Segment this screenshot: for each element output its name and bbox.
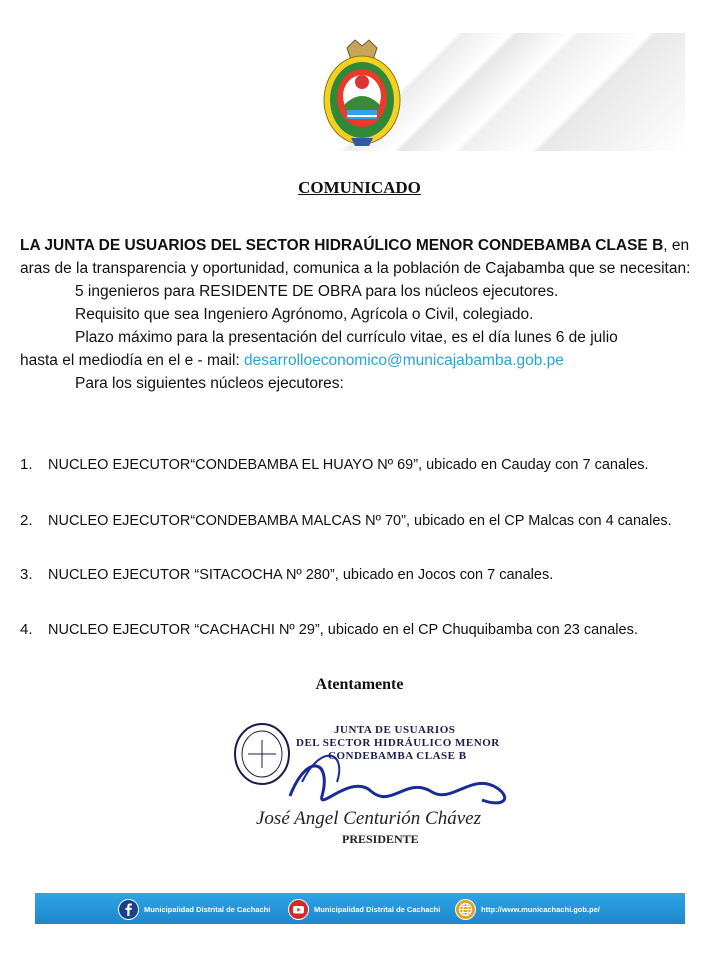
nucleo-detail: , ubicado en Cauday con 7 canales. — [418, 457, 649, 473]
nucleo-prefix: NUCLEO EJECUTOR — [48, 457, 191, 473]
nucleo-name: “CACHACHI Nº 29” — [194, 622, 320, 638]
facebook-link[interactable] — [118, 898, 270, 920]
intro-paragraph — [20, 234, 692, 395]
list-number: 1. — [20, 456, 33, 473]
deadline-line-2: hasta el mediodía en el e - mail: — [20, 352, 245, 369]
list-item — [20, 512, 710, 529]
signer-role: PRESIDENTE — [342, 832, 419, 846]
stamp-line-3: CONDEBAMBA CLASE B — [328, 750, 467, 762]
youtube-icon — [288, 899, 309, 920]
stamp-line-2: DEL SECTOR HIDRÁULICO MENOR — [296, 737, 500, 749]
intro-lead — [20, 234, 692, 280]
website-link[interactable] — [455, 898, 600, 920]
nucleos-intro-line: Para los siguientes núcleos ejecutores: — [75, 375, 344, 392]
website-label: http://www.municachachi.gob.pe/ — [481, 904, 600, 914]
list-number: 3. — [20, 566, 33, 583]
requirement-line: Requisito que sea Ingeniero Agrónomo, Agrícola o Civil, colegiado. — [75, 306, 534, 323]
list-number: 2. — [20, 512, 33, 529]
stamp-line-1: JUNTA DE USUARIOS — [334, 724, 456, 736]
list-number: 4. — [20, 621, 33, 638]
list-item — [20, 456, 710, 473]
globe-icon — [455, 899, 476, 920]
list-item — [20, 621, 710, 638]
nucleo-detail: , ubicado en el CP Malcas con 4 canales. — [405, 513, 672, 529]
nucleo-prefix: NUCLEO EJECUTOR — [48, 622, 195, 638]
nucleo-name: “SITACOCHA Nº 280” — [194, 567, 335, 583]
nucleo-detail: , ubicado en el CP Chuquibamba con 23 canales. — [319, 622, 638, 638]
facebook-label: Municipalidad Distrital de Cachachi — [144, 904, 271, 914]
facebook-icon — [118, 899, 139, 920]
closing-text: Atentamente — [315, 676, 404, 693]
footer-bar — [35, 893, 685, 924]
organization-name: LA JUNTA DE USUARIOS DEL SECTOR HIDRAÚLICO MENOR CONDEBAMBA CLASE B — [20, 237, 664, 254]
nucleo-name: “CONDEBAMBA EL HUAYO Nº 69” — [190, 457, 419, 473]
page-title: COMUNICADO — [298, 178, 421, 197]
municipal-crest-logo — [317, 38, 407, 156]
list-item — [20, 566, 710, 583]
youtube-label: Municipalidad Distrital de Cachachi — [314, 904, 441, 914]
nucleo-detail: , ubicado en Jocos con 7 canales. — [334, 567, 554, 583]
engineers-line: 5 ingenieros para RESIDENTE DE OBRA para los núcleos ejecutores. — [75, 283, 559, 300]
nucleo-name: “CONDEBAMBA MALCAS Nº 70” — [190, 513, 406, 529]
intro-rest: , en aras de la transparencia y oportunidad, comunica a la población de Cajabamba que se necesitan: — [20, 237, 691, 277]
nucleo-prefix: NUCLEO EJECUTOR — [48, 513, 191, 529]
email-link[interactable]: desarrolloeconomico@municajabamba.gob.pe — [244, 352, 564, 369]
youtube-link[interactable] — [288, 898, 440, 920]
deadline-email-line — [20, 349, 692, 372]
nucleo-prefix: NUCLEO EJECUTOR — [48, 567, 195, 583]
signer-name: José Angel Centurión Chávez — [256, 808, 481, 829]
deadline-line: Plazo máximo para la presentación del currículo vitae, es el día lunes 6 de julio — [75, 329, 618, 346]
